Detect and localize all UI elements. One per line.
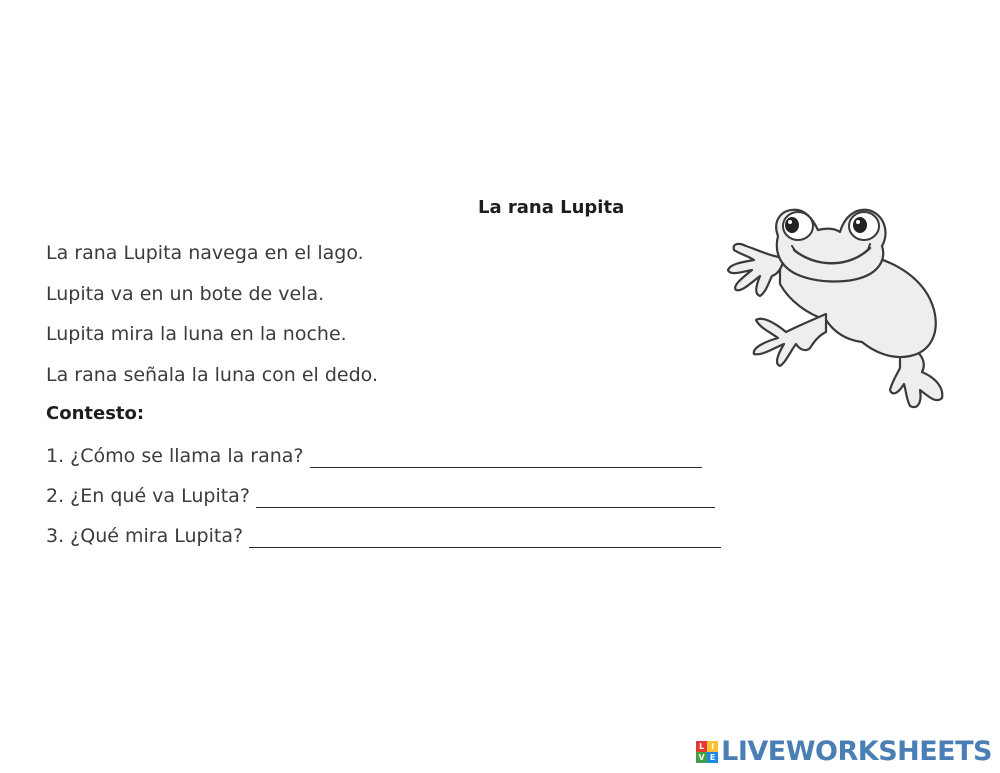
question-1 bbox=[46, 440, 702, 468]
question-3 bbox=[46, 520, 721, 548]
logo-letter-v: V bbox=[696, 752, 707, 763]
story-line-3: Lupita mira la luna en la noche. bbox=[46, 323, 347, 345]
story-line-1: La rana Lupita navega en el lago. bbox=[46, 242, 364, 264]
question-3-text: 3. ¿Qué mira Lupita? bbox=[46, 525, 244, 547]
liveworksheets-logo-icon bbox=[696, 741, 718, 763]
answer-3-input[interactable] bbox=[249, 526, 721, 548]
logo-letter-e: E bbox=[707, 752, 718, 763]
questions-heading: Contesto: bbox=[46, 403, 145, 424]
liveworksheets-wordmark: LIVEWORKSHEETS bbox=[721, 736, 992, 767]
question-1-text: 1. ¿Cómo se llama la rana? bbox=[46, 445, 304, 467]
worksheet-title: La rana Lupita bbox=[478, 197, 625, 218]
liveworksheets-brand bbox=[696, 737, 992, 767]
frog-illustration-icon bbox=[722, 192, 952, 414]
logo-letter-i: I bbox=[707, 741, 718, 752]
story-line-4: La rana señala la luna con el dedo. bbox=[46, 364, 378, 386]
question-2-text: 2. ¿En qué va Lupita? bbox=[46, 485, 250, 507]
logo-letter-l: L bbox=[696, 741, 707, 752]
story-line-2: Lupita va en un bote de vela. bbox=[46, 283, 325, 305]
answer-2-input[interactable] bbox=[256, 486, 715, 508]
question-2 bbox=[46, 480, 715, 508]
answer-1-input[interactable] bbox=[310, 446, 702, 468]
